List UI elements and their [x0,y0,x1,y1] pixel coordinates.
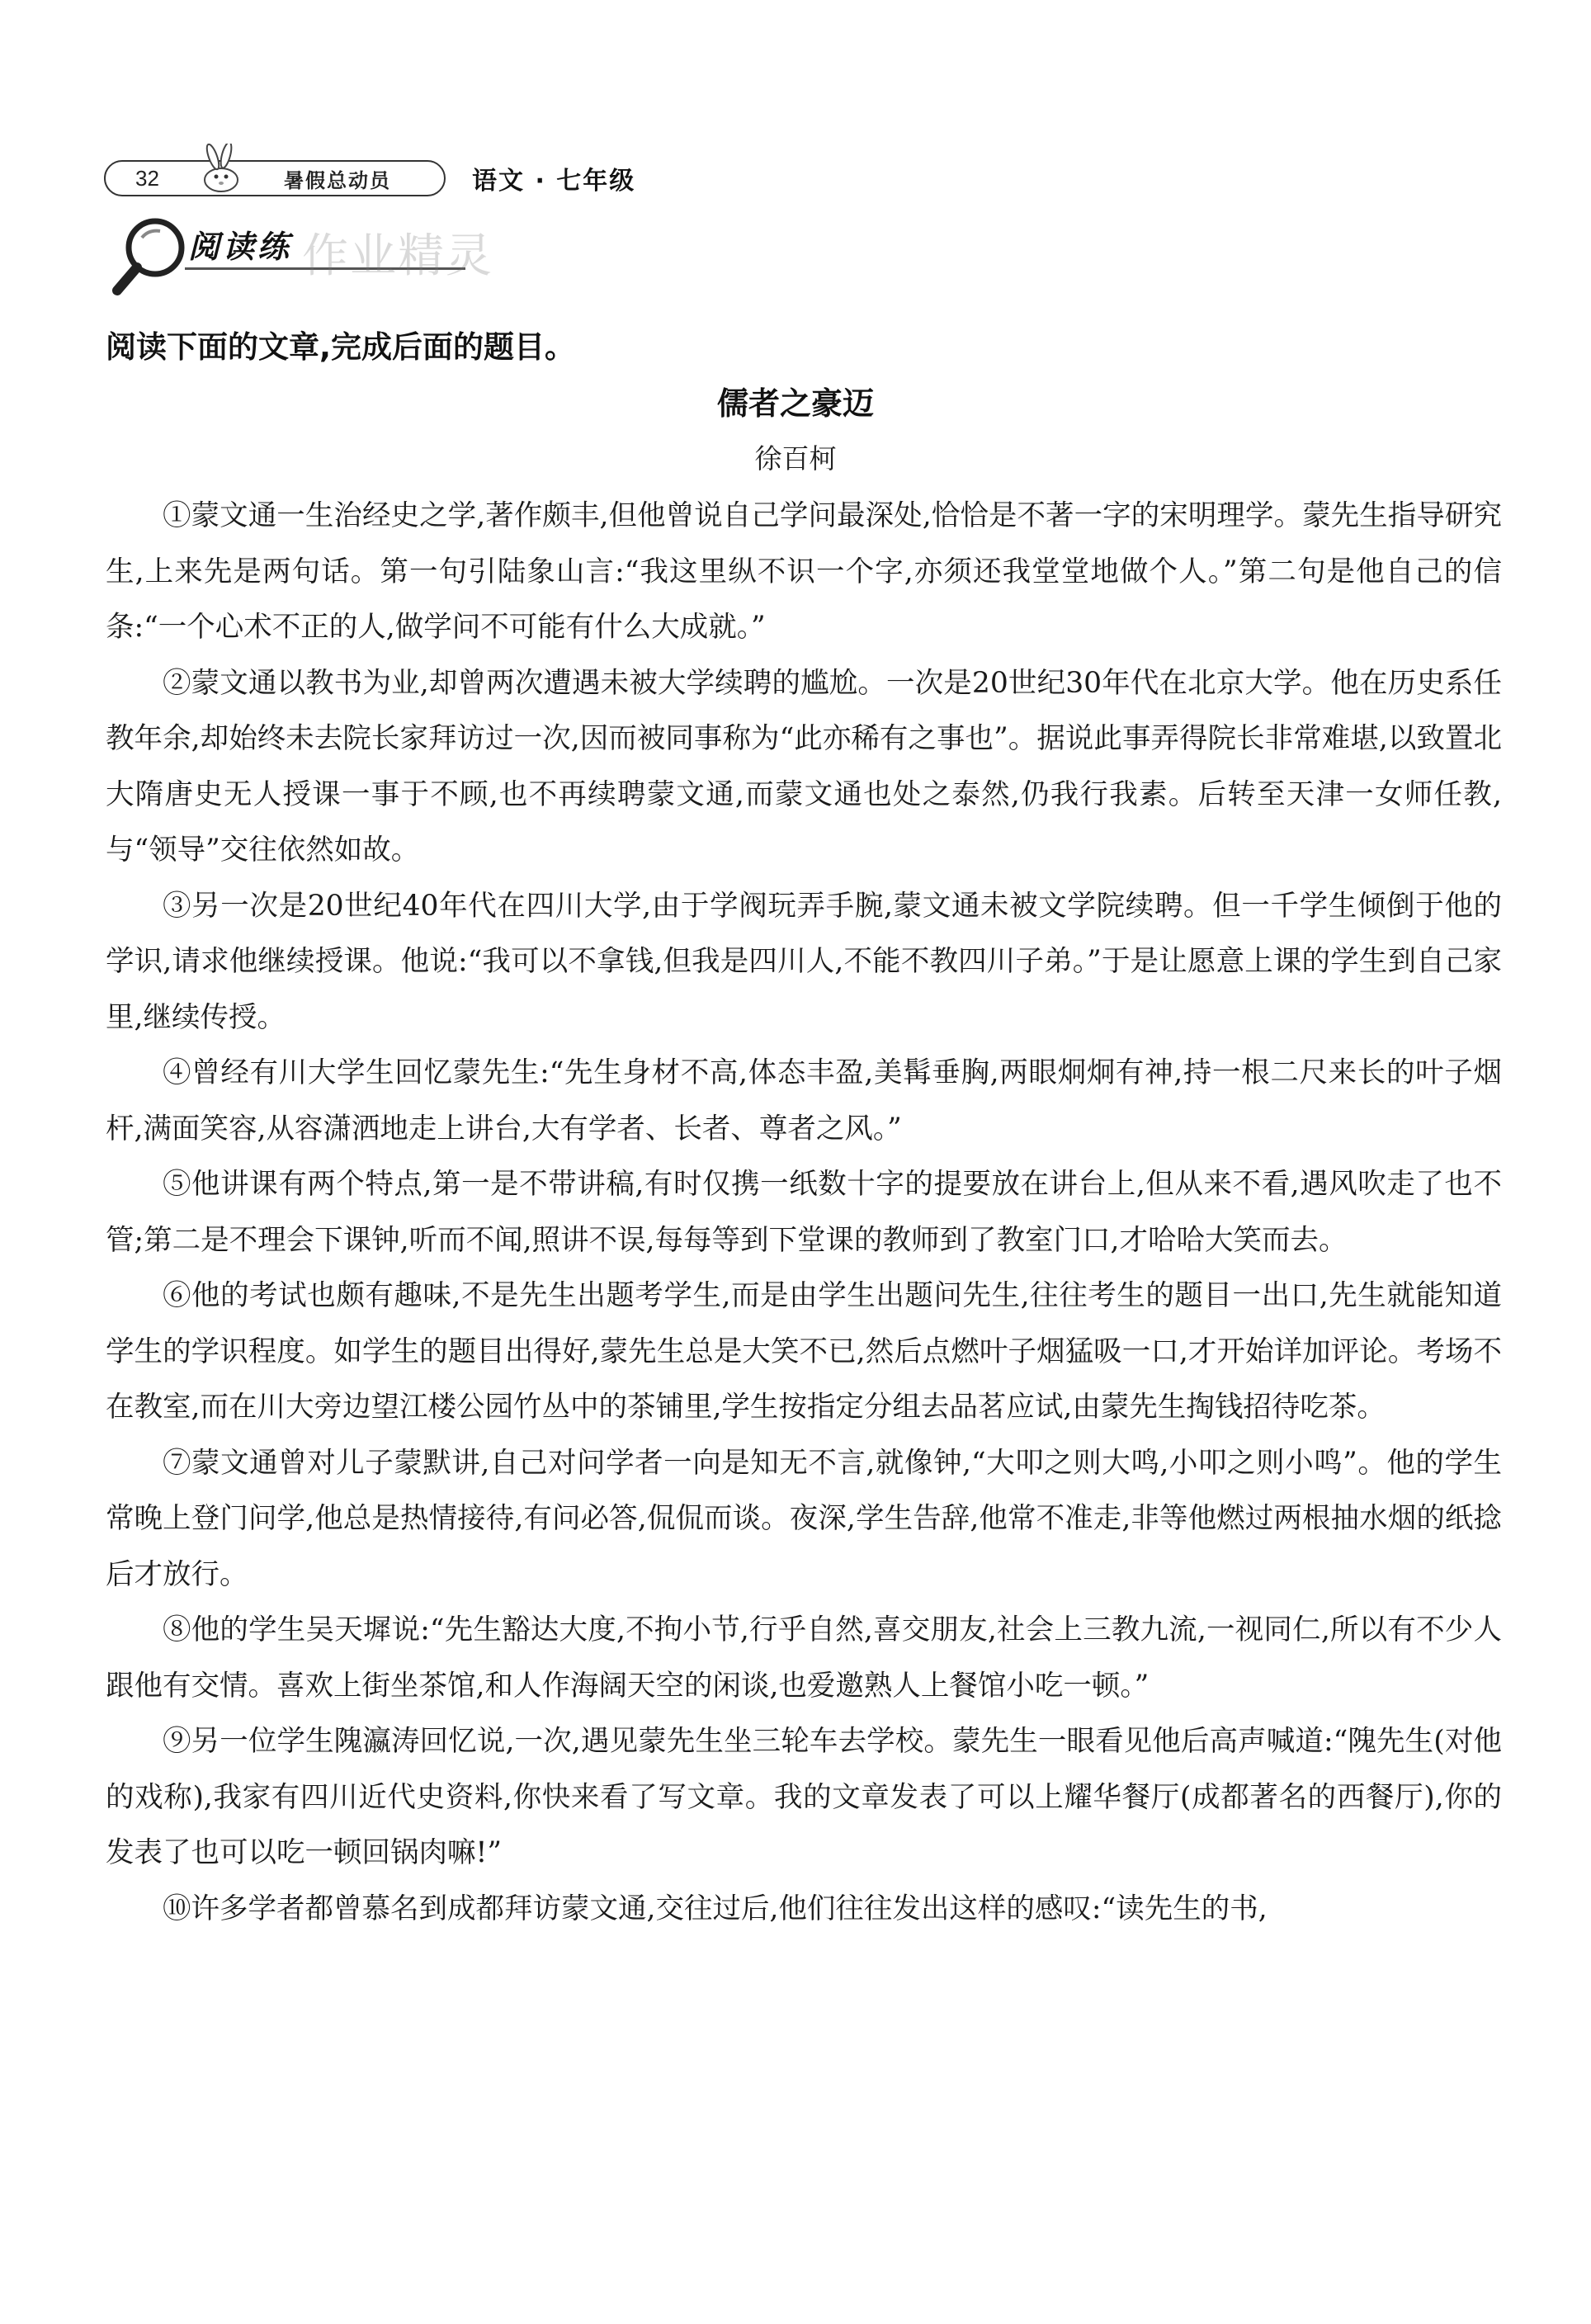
article-title: 儒者之豪迈 [716,385,874,422]
paragraph-8: ⑧他的学生吴天墀说:“先生豁达大度,不拘小节,行乎自然,喜交朋友,社会上三教九流,一视同仁,所以有不少人跟他有交情。喜欢上街坐茶馆,和人作海阔天空的闲谈,也爱邀熟人上餐馆小吃一顿。” [106,1613,1502,1703]
magnifier-icon [109,213,200,304]
instruction: 阅读下面的文章,完成后面的题目。 [106,329,576,365]
article-author: 徐百柯 [754,442,837,475]
section-title: 阅读练 [188,229,293,265]
paragraph-7: ⑦蒙文通曾对儿子蒙默讲,自己对问学者一向是知无不言,就像钟,“大叩之则大鸣,小叩之则小鸣”。他的学生常晚上登门问学,他总是热情接待,有问必答,侃侃而谈。夜深,学生告辞,他常不准走,非等他燃过两根抽水烟的纸捻后才放行。 [106,1446,1502,1591]
paragraph-2: ②蒙文通以教书为业,却曾两次遭遇未被大学续聘的尴尬。一次是20世纪30年代在北京大学。他在历史系任教年余,却始终未去院长家拜访过一次,因而被同事称为“此亦稀有之事也”。据说此事弄得院长非常难堪,以致置北大隋唐史无人授课一事于不顾,也不再续聘蒙文通,而蒙文通也处之泰然,仍我行我素。后转至天津一女师任教,与“领导”交往依然如故。 [106,666,1502,867]
watermark: 作业精灵 [302,229,493,283]
paragraph-10: ⑩许多学者都曾慕名到成都拜访蒙文通,交往过后,他们往往发出这样的感叹:“读先生的书, [163,1892,1268,1925]
paragraph-5: ⑤他讲课有两个特点,第一是不带讲稿,有时仅携一纸数十字的提要放在讲台上,但从来不看,遇风吹走了也不管;第二是不理会下课钟,听而不闻,照讲不误,每每等到下堂课的教师到了教室门口,才哈哈大笑而去。 [106,1168,1502,1257]
paragraph-6: ⑥他的考试也颇有趣味,不是先生出题考学生,而是由学生出题问先生,往往考生的题目一出口,先生就能知道学生的学识程度。如学生的题目出得好,蒙先生总是大笑不已,然后点燃叶子烟猛吸一口,才开始详加评论。考场不在教室,而在川大旁边望江楼公园竹丛中的茶铺里,学生按指定分组去品茗应试,由蒙先生掏钱招待吃茶。 [106,1279,1502,1424]
subject-grade: 语文 · 七年级 [472,167,636,196]
page-header [104,157,635,200]
paragraph-1: ①蒙文通一生治经史之学,著作颇丰,但他曾说自己学问最深处,恰恰是不著一字的宋明理学。蒙先生指导研究生,上来先是两句话。第一句引陆象山言:“我这里纵不识一个字,亦须还我堂堂地做个人。”第二句是他自己的信条:“一个心术不正的人,做学问不可能有什么大成就。” [106,499,1502,644]
article-body [106,489,1502,1937]
paragraph-3: ③另一次是20世纪40年代在四川大学,由于学阀玩弄手腕,蒙文通未被文学院续聘。但一千学生倾倒于他的学识,请求他继续授课。他说:“我可以不拿钱,但我是四川人,不能不教四川子弟。”于是让愿意上课的学生到自己家里,继续传授。 [106,889,1502,1034]
paragraph-9: ⑨另一位学生隗瀛涛回忆说,一次,遇见蒙先生坐三轮车去学校。蒙先生一眼看见他后高声喊道:“隗先生(对他的戏称),我家有四川近代史资料,你快来看了写文章。我的文章发表了可以上耀华餐厅(成都著名的西餐厅),你的发表了也可以吃一顿回锅肉嘛!” [106,1725,1502,1869]
book-series-title: 暑假总动员 [284,168,391,192]
paragraph-4: ④曾经有川大学生回忆蒙先生:“先生身材不高,体态丰盈,美髯垂胸,两眼炯炯有神,持一根二尺来长的叶子烟杆,满面笑容,从容潇洒地走上讲台,大有学者、长者、尊者之风。” [106,1056,1502,1145]
header-pill [104,160,446,196]
page-number: 32 [135,165,159,191]
rabbit-mascot-icon [188,144,254,195]
